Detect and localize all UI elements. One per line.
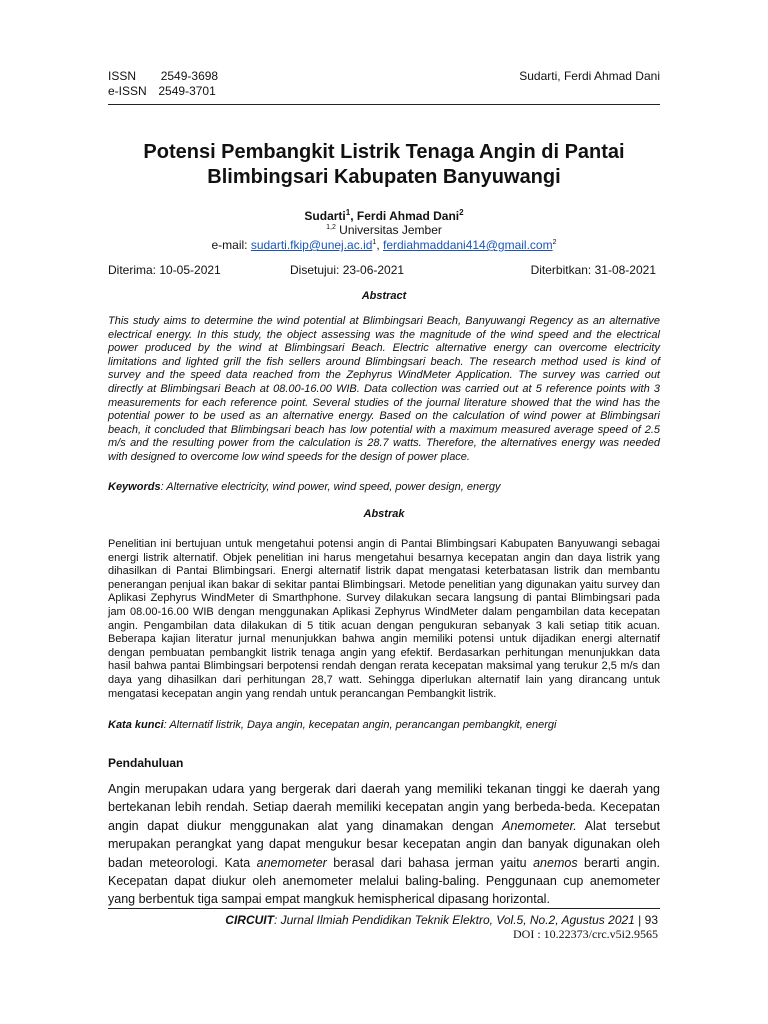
kata-kunci-label: Kata kunci <box>108 719 164 731</box>
kata-kunci-values: : Alternatif listrik, Daya angin, kecepatan angin, perancangan pembangkit, energi <box>163 719 557 731</box>
email-label: e-mail: <box>211 238 251 252</box>
author-separator: , <box>350 209 357 223</box>
keywords-values: : Alternative electricity, wind power, wind speed, power design, energy <box>160 481 501 493</box>
intro-text-1: Angin merupakan udara yang bergerak dari daerah yang memiliki tekanan tinggi ke daerah yang bertekanan lebih rendah. Setiap daerah memiliki kecepatan angin yang berbeda-beda. Kecepatan angin dapat diukur menggunakan alat yang dinamakan dengan <box>108 782 660 833</box>
eissn-value: 2549-3701 <box>158 84 216 98</box>
author-2: Ferdi Ahmad Dani <box>356 209 460 223</box>
published-date: Diterbitkan: 31-08-2021 <box>530 263 656 277</box>
journal-details: : Jurnal Ilmiah Pendidikan Teknik Elektro, Vol.5, No.2, Agustus 2021 <box>273 913 635 927</box>
title-line-2: Blimbingsari Kabupaten Banyuwangi <box>207 166 561 188</box>
author-1-sup: 1 <box>345 208 351 217</box>
header-authors: Sudarti, Ferdi Ahmad Dani <box>519 69 660 83</box>
email-line <box>108 235 660 253</box>
intro-text-3: berasal dari bahasa jerman yaitu <box>326 855 534 870</box>
affiliation: Universitas Jember <box>335 223 442 237</box>
abstract-heading: Abstract <box>361 290 407 302</box>
abstrak-heading: Abstrak <box>363 508 405 520</box>
paper-title <box>108 140 660 190</box>
header-rule <box>108 104 660 105</box>
email-link-1[interactable]: sudarti.fkip@unej.ac.id <box>250 238 373 252</box>
abstrak-text: Penelitian ini bertujuan untuk mengetahui potensi angin di Pantai Blimbingsari Kabupaten Banyuwangi sebagai energi listrik alternatif. Objek penelitian ini harus mengetahui besarnya kecepatan angin dan daya listrik yang dihasilkan di Pantai Blimbingsari. Energi alternatif listrik dapat mengatasi keterbatasan listrik dan membantu penerangan penjual ikan bakar di sekitar pantai Blimbingsari. Metode penelitian yang digunakan yaitu survey dan Aplikasi Zephyrus WindMeter di Smarthphone. Survey dilakukan secara langsung di pantai Blimbingsari pada jam 08.00-16.00 WIB dengan menggunakan Aplikasi Zephyrus WindMeter dalam pengambilan data kecepatan angin. Pengambilan data dilakukan di 5 titik acuan dengan pengukuran sebanyak 3 kali setiap titik acuan. Beberapa kajian literatur jurnal menunjukkan bahwa angin memiliki potensi untuk dijadikan energi alternatif dengan pembuatan pembangkit listrik tenaga angin yang efektif. Berdasarkan perhitungan menunjukkan data hasil bahwa pantai Blimbingsari berpotensi rendah dengan rerata kecepatan maksimal yang terukur 2,5 m/s dan daya yang dihasilkan dari perhitungan 28,7 watt. Sehingga diperlukan alternatif lain yang dirancang untuk mengatasi kecepatan angin yang rendah untuk perancangan Pembangkit listrik. <box>108 538 660 700</box>
journal-name: CIRCUIT <box>225 913 274 927</box>
email-2-sup: 2 <box>552 239 557 246</box>
kata-kunci-line <box>108 718 660 732</box>
eissn-line <box>108 83 216 99</box>
author-2-sup: 2 <box>459 208 464 217</box>
page-separator: | <box>634 913 645 927</box>
intro-term-anemometer-word: anemometer <box>256 855 327 870</box>
doi: DOI : 10.22373/crc.v5i2.9565 <box>513 927 658 941</box>
intro-term-anemometer: Anemometer. <box>502 818 577 833</box>
journal-footer <box>225 912 658 928</box>
approved-date: Disetujui: 23-06-2021 <box>290 263 405 277</box>
keywords-label: Keywords <box>108 481 161 493</box>
email-link-2[interactable]: ferdiahmaddani414@gmail.com <box>382 238 553 252</box>
issn-label: ISSN <box>108 69 137 83</box>
page-number: 93 <box>644 913 658 927</box>
footer-rule <box>108 908 660 909</box>
email-separator: , <box>376 238 383 252</box>
affiliation-sup: 1,2 <box>326 224 336 231</box>
section-heading-pendahuluan: Pendahuluan <box>108 756 184 770</box>
intro-text-2: Alat tersebut merupakan perangkat yang dapat mengukur besar kecepatan angin dan banyak digunakan oleh badan meteorologi. Kata <box>108 818 660 870</box>
author-1: Sudarti <box>304 209 346 223</box>
intro-text-4: berarti angin. Kecepatan dapat diukur oleh anemometer melalui baling-baling. Penggunaan cup anemometer yang berbentuk tiga sampai empat mangkuk hemispherical dipasang horizontal. <box>108 855 660 907</box>
eissn-label: e-ISSN <box>108 84 147 98</box>
email-1-sup: 1 <box>372 239 377 246</box>
intro-term-anemos: anemos <box>533 855 578 870</box>
issn-line <box>108 68 218 84</box>
received-date: Diterima: 10-05-2021 <box>108 263 221 277</box>
intro-paragraph <box>108 780 660 909</box>
abstract-text: This study aims to determine the wind potential at Blimbingsari Beach, Banyuwangi Regency as an alternative electrical energy. In this study, the object assessing was the magnitude of the wind speed and the electrical power produced by the wind at Blimbingsari Beach. Electric alternative energy can overcome electricity limitations and lighted grill the fish sellers around Blimbingsari beach. The research method used is kind of survey and the speed data reached from the Zephyrus WindMeter Application. The survey was carried out directly at Blimbingsari Beach at 08.00-16.00 WIB. Data collection was carried out at 5 reference points with 3 measurements for each reference point. Several studies of the journal literature showed that the wind has the potential power to be used as an alternative energy. Based on the calculation of wind power at Blimbingsari beach, it concluded that Blimbingsari beach has low potential with a maximum measured average speed of 2.5 m/s and the resulting power from the calculation is 28.7 watts. Therefore, the alternatives energy was needed with designed to overcome low wind speeds for the design of power place. <box>108 315 660 463</box>
issn-value: 2549-3698 <box>160 69 219 83</box>
title-line-1: Potensi Pembangkit Listrik Tenaga Angin di Pantai <box>143 141 625 163</box>
keywords-line <box>108 480 660 494</box>
